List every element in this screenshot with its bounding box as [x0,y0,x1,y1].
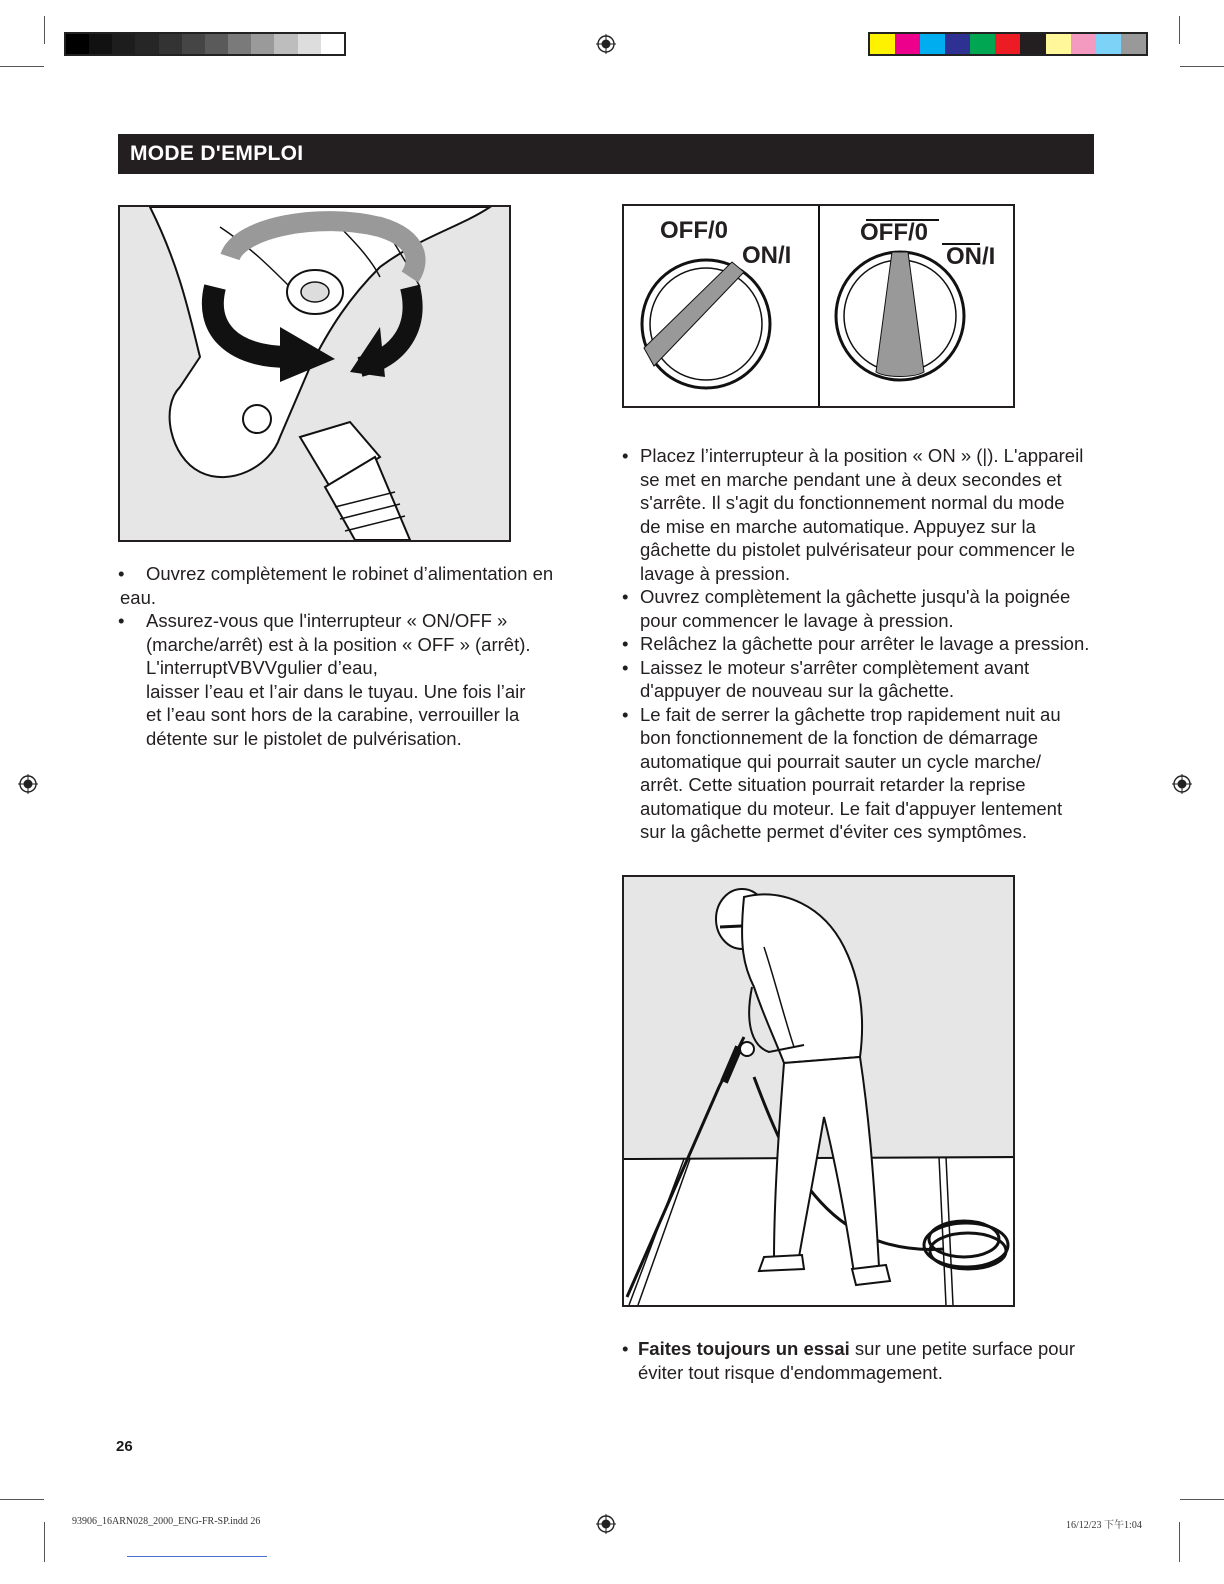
list-item-line: sur la gâchette permet d'éviter ces symptômes. [640,821,1028,842]
list-item-line: se met en marche pendant une à deux secondes et [640,468,1062,490]
list-item-line: laisser l’eau et l’air dans le tuyau. Une fois l’air [146,680,526,702]
list-item [622,585,1102,632]
faucet-illustration [118,205,511,542]
color-swatch [228,34,251,54]
footer-timestamp: 16/12/23 下午1:04 [1066,1520,1142,1531]
color-swatch [251,34,274,54]
crop-mark [1179,16,1180,44]
grayscale-calibration-bar [64,32,346,56]
bullet-marker: • [622,1338,629,1359]
list-item-line: pour commencer le lavage à pression. [640,609,954,631]
list-item [118,609,588,750]
color-swatch [895,34,920,54]
registration-mark-icon [596,1514,616,1534]
test-surface-note [622,1337,1102,1384]
note-emphasis: Faites toujours un essai [638,1338,850,1359]
crop-mark [44,16,45,44]
color-swatch [205,34,228,54]
crop-mark [0,1499,44,1500]
color-swatch [945,34,970,54]
crop-mark [1180,1499,1224,1500]
list-item-line: automatique qui pourrait sauter un cycle marche/ [640,750,1042,772]
color-swatch [274,34,297,54]
list-item [622,703,1102,844]
list-item [622,632,1102,656]
bullet-marker: • [118,610,125,631]
faucet-turning-icon [120,207,509,540]
list-item-line: Relâchez la gâchette pour arrêter le lavage a pression. [640,633,1090,654]
switch-right-on-label: ON/I [946,243,996,270]
bullet-marker: • [622,703,629,725]
color-swatch [159,34,182,54]
color-swatch [1020,34,1045,54]
color-swatch [182,34,205,54]
list-item-line: Ouvrez complètement le robinet d’alimentation en [146,563,554,584]
color-swatch [66,34,89,54]
color-swatch [995,34,1020,54]
list-item-line: détente sur le pistolet de pulvérisation. [146,727,462,749]
list-item-line: Assurez-vous que l'interrupteur « ON/OFF » [146,610,508,631]
color-swatch [321,34,344,54]
list-item [622,656,1102,703]
list-item-line: Ouvrez complètement la gâchette jusqu'à la poignée [640,586,1071,607]
color-swatch [920,34,945,54]
list-item-line: (marche/arrêt) est à la position « OFF » (arrêt). [146,633,531,655]
footer-link-underline [127,1556,267,1557]
registration-mark-icon [1172,774,1192,794]
color-swatch [1046,34,1071,54]
list-item-line: automatique du moteur. Le fait d'appuyer lentement [640,797,1063,819]
list-item-line: s'arrête. Il s'agit du fonctionnement normal du mode [640,492,1065,513]
list-item-line: Placez l’interrupteur à la position « ON » (|). L'appareil [640,445,1084,466]
on-off-switch-icon [624,206,1013,406]
list-item-line: d'appuyer de nouveau sur la gâchette. [640,680,955,701]
bullet-marker: • [622,633,629,654]
registration-mark-icon [18,774,38,794]
list-item-line: eau. [120,586,157,608]
right-instruction-list [622,444,1102,844]
crop-mark [1179,1522,1180,1562]
page-number: 26 [116,1438,133,1455]
note-line-2: éviter tout risque d'endommagement. [638,1361,943,1383]
pressure-washing-illustration [622,875,1015,1307]
crop-mark [44,1522,45,1562]
color-swatch [298,34,321,54]
list-item-line: Le fait de serrer la gâchette trop rapidement nuit au [640,703,1061,725]
bullet-marker: • [622,656,629,678]
list-item-line: arrêt. Cette situation pourrait retarder la reprise [640,774,1026,795]
bullet-marker: • [622,586,629,607]
list-item [622,444,1102,585]
switch-illustration [622,204,1015,408]
color-swatch [89,34,112,54]
color-swatch [135,34,158,54]
color-swatch [1096,34,1121,54]
switch-left-on-label: ON/I [742,242,792,269]
list-item [118,562,588,609]
list-item-line: lavage à pression. [640,562,791,584]
note-rest: sur une petite surface pour [849,1338,1075,1359]
section-title: MODE D'EMPLOI [130,142,304,165]
footer-file-name: 93906_16ARN028_2000_ENG-FR-SP.indd 26 [72,1516,261,1527]
switch-left-off-label: OFF/0 [660,217,729,244]
color-swatch [1121,34,1146,54]
color-swatch [870,34,895,54]
list-item-line: bon fonctionnement de la fonction de démarrage [640,727,1039,748]
list-item-line: et l’eau sont hors de la carabine, verrouiller la [146,704,520,725]
crop-mark [0,66,44,67]
bullet-marker: • [622,445,629,466]
crop-mark [1180,66,1224,67]
section-header [118,134,1094,174]
color-swatch [1071,34,1096,54]
list-item-line: L'interruptVBVVgulier d’eau, [146,657,378,678]
list-item-line: Laissez le moteur s'arrêter complètement avant [640,656,1030,678]
color-swatch [112,34,135,54]
left-instruction-list [118,562,588,750]
switch-right-off-label: OFF/0 [860,219,929,246]
bullet-marker: • [118,563,125,584]
list-item-line: gâchette du pistolet pulvérisateur pour commencer le [640,539,1075,560]
registration-mark-icon [596,34,616,54]
color-swatch [970,34,995,54]
list-item-line: de mise en marche automatique. Appuyez sur la [640,515,1036,537]
person-pressure-washing-icon [624,877,1013,1305]
color-calibration-bar [868,32,1148,56]
